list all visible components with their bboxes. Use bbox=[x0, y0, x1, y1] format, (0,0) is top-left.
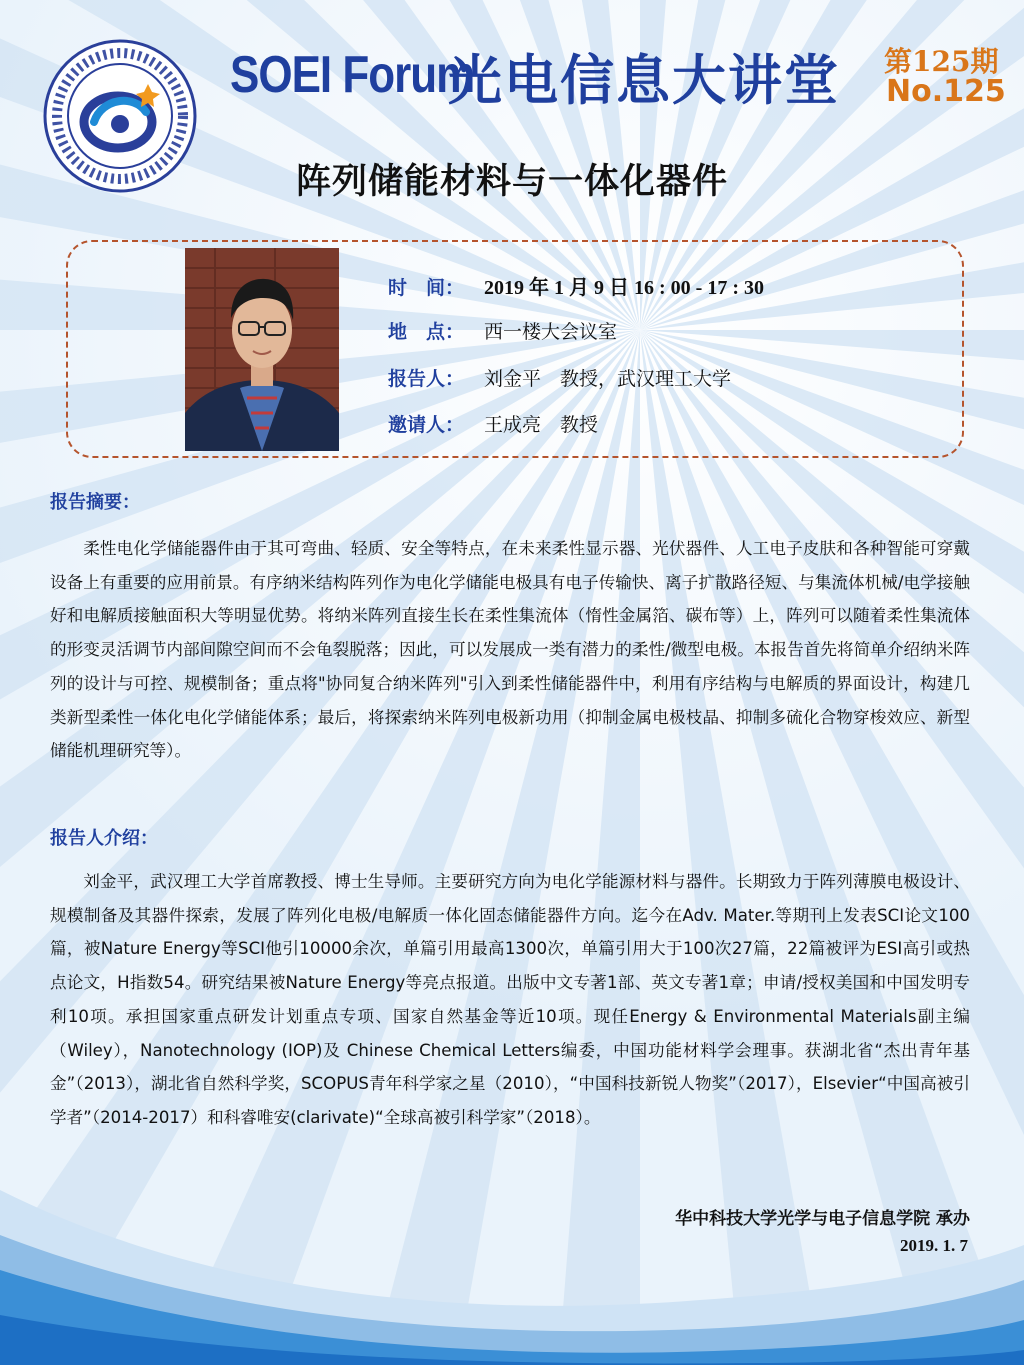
bio-text: 刘金平，武汉理工大学首席教授、博士生导师。主要研究方向为电化学能源材料与器件。长期致力于阵列薄膜电极设计、规模制备及其器件探索，发展了阵列化电极/电解质一体化固态储能器件方向。迄今在Adv. Mater.等期刊上发表SCI论文100篇，被Nature Energy等SCI他引10000余次，单篇引用最高1300次，单篇引用大于100次27篇，22篇被评为ESI高引或热点论文，H指数54。研究结果被Nature Energy等亮点报道。出版中文专著1部、英文专著1章；申请/授权美国和中国发明专利10项。承担国家重点研发计划重点专项、国家自然基金等近10项。现任Energy & Environmental Materials副主编（Wiley），Nanotechnology (IOP)及 Chinese Chemical Letters编委，中国功能材料学会理事。获湖北省“杰出青年基金”（2013），湖北省自然科学奖，SCOPUS青年科学家之星（2010），“中国科技新锐人物奖”（2017），Elsevier“中国高被引学者”（2014-2017）和科睿唯安(clarivate)“全球高被引科学家”（2018）。 bbox=[50, 872, 970, 1127]
abstract-text: 柔性电化学储能器件由于其可弯曲、轻质、安全等特点，在未来柔性显示器、光伏器件、人工电子皮肤和各种智能可穿戴设备上有重要的应用前景。有序纳米结构阵列作为电化学储能电极具有电子传输快、离子扩散路径短、与集流体机械/电学接触好和电解质接触面积大等明显优势。将纳米阵列直接生长在柔性集流体（惰性金属箔、碳布等）上，阵列可以随着柔性集流体的形变灵活调节内部间隙空间而不会龟裂脱落；因此，可以发展成一类有潜力的柔性/微型电极。本报告首先将简单介绍纳米阵列的设计与可控、规模制备；重点将"协同复合纳米阵列"引入到柔性储能器件中，利用有序结构与电解质的界面设计，构建几类新型柔性一体化电化学储能体系；最后，将探索纳米阵列电极新功用（抑制金属电极枝晶、抑制多硫化合物穿梭效应、新型储能机理研究等）。 bbox=[50, 539, 970, 761]
issue-number-en: No.125 bbox=[886, 74, 1006, 109]
inviter-label: 邀请人： bbox=[388, 414, 465, 436]
forum-title-cn: 光电信息大讲堂 bbox=[448, 49, 840, 112]
place-label: 地 点： bbox=[388, 321, 465, 343]
bio-heading: 报告人介绍： bbox=[50, 828, 158, 849]
talk-title: 阵列储能材料与一体化器件 bbox=[295, 162, 728, 202]
place-value: 西一楼大会议室 bbox=[484, 321, 618, 343]
speaker-portrait-icon bbox=[185, 248, 339, 451]
issue-date: 2019. 1. 7 bbox=[900, 1236, 968, 1255]
organizer: 华中科技大学光学与电子信息学院 承办 bbox=[675, 1209, 970, 1229]
time-label: 时 间： bbox=[388, 277, 465, 299]
issue-number-cn: 第125期 bbox=[884, 45, 999, 78]
abstract-heading: 报告摘要： bbox=[50, 492, 140, 513]
speaker-value: 刘金平 教授，武汉理工大学 bbox=[484, 368, 732, 390]
inviter-value: 王成亮 教授 bbox=[484, 414, 599, 436]
bottom-waves bbox=[0, 1150, 1024, 1365]
forum-title-en: SOEI Forum bbox=[230, 46, 475, 104]
speaker-label: 报告人： bbox=[388, 368, 465, 390]
time-value: 2019 年 1 月 9 日 16 : 00 - 17 : 30 bbox=[484, 277, 764, 299]
